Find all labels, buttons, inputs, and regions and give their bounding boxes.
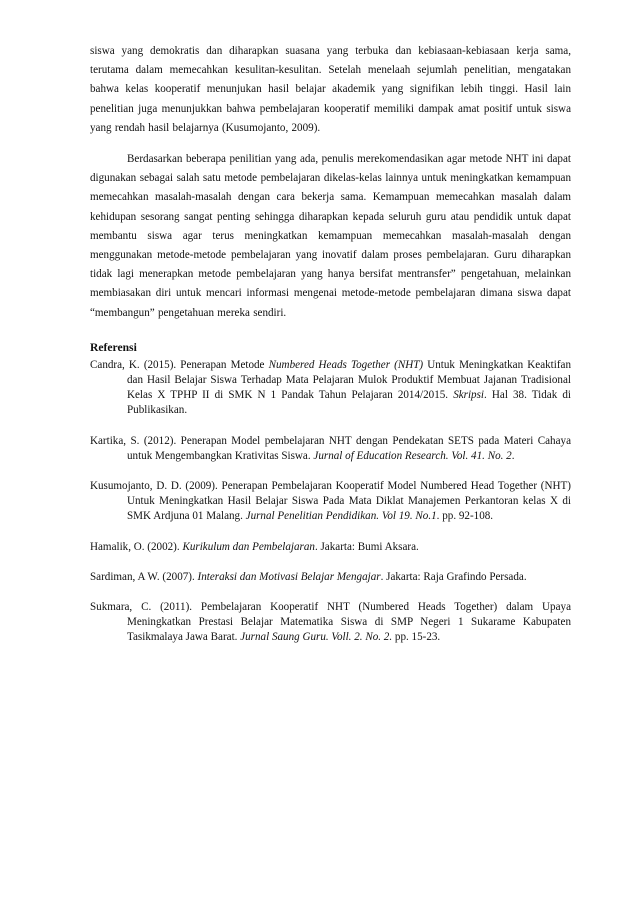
reference-text: Sardiman, A W. (2007). bbox=[90, 570, 198, 583]
document-page bbox=[90, 42, 571, 646]
reference-italic: Skripsi bbox=[453, 389, 485, 402]
body-paragraph-2: Berdasarkan beberapa penilitian yang ada, penulis merekomendasikan agar metode NHT ini dapat digunakan sebagai salah satu metode pembelajaran dikelas-kelas lainnya untuk meningkatkan kemampuan memecahkan masalah-masalah dengan cara bekerja sama. Kemampuan memecahkan masalah dalam kehidupan sesorang sangat penting sehingga diharapkan kepada seluruh guru atau pendidik untuk dapat membantu siswa agar terus meningkatkan kemampuan memecahkan masalah-masalah dengan menggunakan metode-metode pembelajaran yang inovatif dalam proses pembelajaran. Guru diharapkan tidak lagi menerapkan metode pembelajaran yang hanya bersifat mentransfer” pengetahuan, melainkan membiasakan diri untuk mencari informasi mengenai metode-metode pembelajaran dimana siswa dapat “membangun” pengetahuan mereka sendiri. bbox=[90, 153, 571, 319]
body-paragraph-1: siswa yang demokratis dan diharapkan suasana yang terbuka dan kebiasaan-kebiasaan kerja sama, terutama dalam memecahkan kesulitan-kesulitan. Setelah menelaah sejumlah penelitian, mengatakan bahwa kelas kooperatif menunjukan hasil belajar akademik yang signifikan lebih tinggi. Hasil lain penelitian juga menunjukkan bahwa pembelajaran kooperatif memiliki dampak amat positif untuk siswa yang rendah hasil belajarnya (Kusumojanto, 2009). bbox=[90, 45, 571, 134]
reference-italic: Kurikulum dan Pembelajaran bbox=[182, 540, 315, 553]
reference-text: . Hal 38. Tidak di Publikasikan. bbox=[127, 389, 572, 417]
reference-item-kartika bbox=[90, 434, 571, 464]
reference-item-candra bbox=[90, 358, 571, 419]
reference-italic: Numbered Heads Together (NHT) bbox=[268, 358, 424, 371]
reference-italic: Interaksi dan Motivasi Belajar Mengajar bbox=[197, 570, 381, 583]
reference-italic: Jurnal Saung Guru. Voll. 2. No. 2. bbox=[240, 631, 393, 644]
reference-italic: Jurnal of Education Research. Vol. 41. No. 2 bbox=[313, 449, 512, 462]
reference-text: Kartika, S. (2012). Penerapan Model pembelajaran NHT dengan Pendekatan SETS pada Materi Cahaya untuk Mengembangkan Krativitas Siswa. bbox=[90, 434, 571, 462]
reference-text: . pp. 92-108. bbox=[436, 510, 494, 523]
reference-text: Candra, K. (2015). Penerapan Metode bbox=[90, 358, 269, 371]
reference-text: . bbox=[511, 449, 515, 462]
reference-text: Untuk Meningkatkan Keaktifan dan Hasil Belajar Siswa Terhadap Mata Pelajaran Mulok Produktif Membuat Jajanan Tradisional Kelas X TPHP II di SMK N 1 Pandak Tahun Pelajaran 2014/2015. bbox=[127, 358, 571, 402]
reference-text: pp. 15-23. bbox=[392, 631, 441, 644]
reference-item-sukmara bbox=[90, 600, 571, 646]
reference-item-sardiman bbox=[90, 570, 571, 585]
reference-text: Sukmara, C. (2011). Pembelajaran Kooperatif NHT (Numbered Heads Together) dalam Upaya Meningkatkan Prestasi Belajar Matematika Siswa di SMP Negeri 1 Sukarame Kabupaten Tasikmalaya Jawa Barat. bbox=[90, 601, 571, 644]
reference-text: . Jakarta: Bumi Aksara. bbox=[314, 540, 419, 553]
reference-list bbox=[90, 358, 571, 646]
reference-item-kusumojanto bbox=[90, 479, 571, 525]
reference-text: . Jakarta: Raja Grafindo Persada. bbox=[380, 570, 527, 583]
references-heading: Referensi bbox=[90, 340, 137, 354]
reference-text: Hamalik, O. (2002). bbox=[90, 540, 183, 553]
reference-text: Kusumojanto, D. D. (2009). Penerapan Pembelajaran Kooperatif Model Numbered Head Together (NHT) Untuk Meningkatkan Hasil Belajar Siswa Pada Mata Diklat Manajemen Perkantoran kelas X di SMK Ardjuna 01 Malang. bbox=[90, 480, 571, 523]
reference-italic: Jurnal Penelitian Pendidikan. Vol 19. No.1 bbox=[245, 510, 437, 523]
reference-item-hamalik bbox=[90, 540, 571, 555]
